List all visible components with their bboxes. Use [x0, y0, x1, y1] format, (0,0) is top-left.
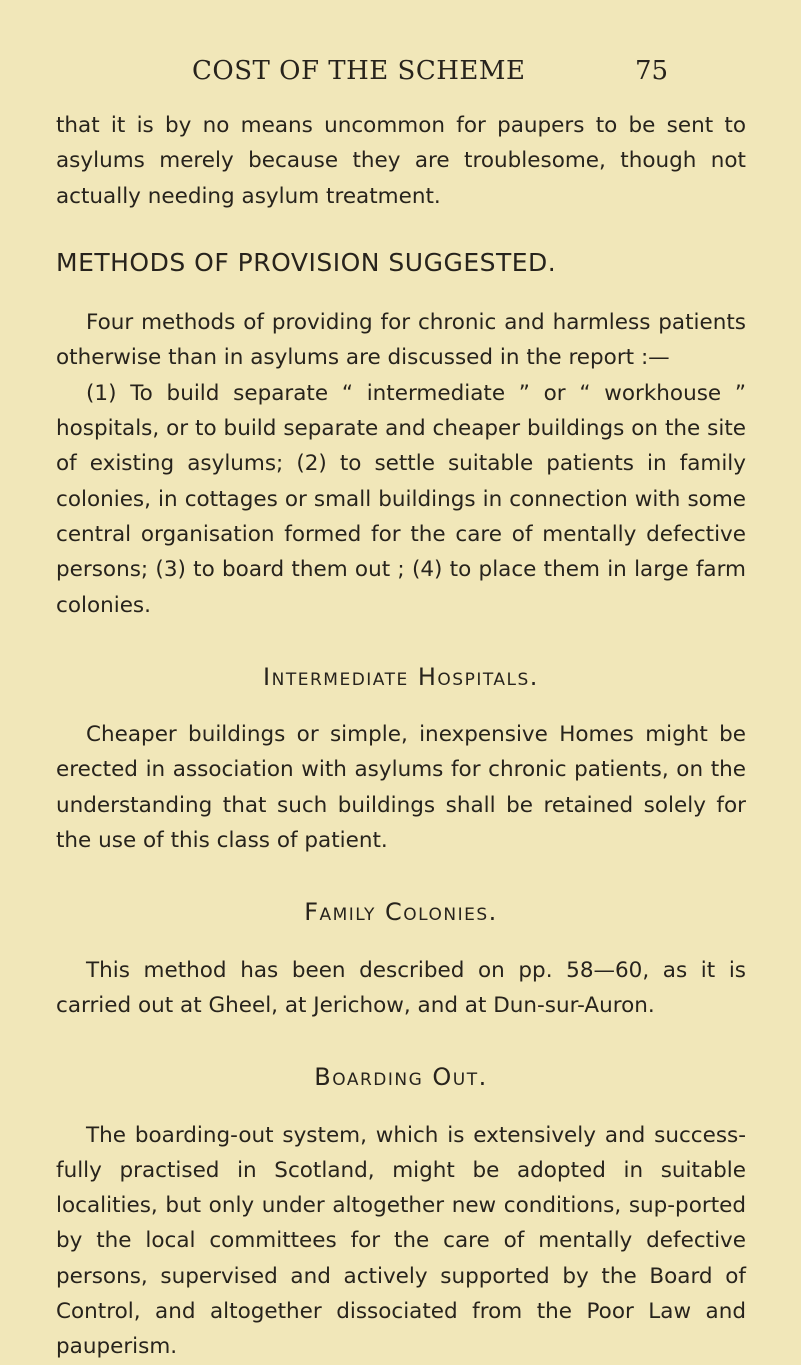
running-head — [0, 56, 801, 96]
paragraph-continued: that it is by no means uncommon for paupers to be sent to asylums merely because they are troublesome, though not actually needing asylum treatment. — [56, 113, 746, 209]
paragraph-intermediate-hospitals: Cheaper buildings or simple, inexpensive Homes might be erected in association with asylums for chronic patients, on the understanding that such buildings shall be retained solely for the use of this class of patient. — [56, 722, 746, 854]
page-number: 75 — [635, 56, 669, 86]
section-heading-methods: METHODS OF PROVISION SUGGESTED. — [56, 247, 557, 277]
section-heading-intermediate-hospitals: Intermediate Hospitals. — [263, 662, 539, 691]
paragraph-methods-intro: Four methods of providing for chronic and harmless patients otherwise than in asylums are discussed in the report :— — [56, 310, 746, 371]
section-heading-family-colonies: Family Colonies. — [304, 898, 498, 927]
paragraph-boarding-out: The boarding-out system, which is extensively and success-fully practised in Scotland, might be adopted in suitable localities, but only under altogether new conditions, sup-ported by the local committees for the care of mentally defective persons, supervised and actively supported by the Board of Control, and altogether dissociated from the Poor Law and pauperism. — [56, 1122, 746, 1360]
body-text — [56, 108, 746, 1365]
running-title: COST OF THE SCHEME — [192, 56, 526, 86]
section-heading-boarding-out: Boarding Out. — [314, 1063, 488, 1092]
paragraph-methods-list: (1) To build separate “ intermediate ” or “ workhouse ” hospitals, or to build separate and cheaper buildings on the site of existing asylums; (2) to settle suitable patients in family colonies, in cottages or small buildings in connection with some central organisation formed for the care of mentally defective persons; (3) to board them out ; (4) to place them in large farm colonies. — [56, 380, 746, 618]
paragraph-family-colonies: This method has been described on pp. 58—60, as it is carried out at Gheel, at Jerichow, and at Dun-sur-Auron. — [56, 957, 746, 1018]
